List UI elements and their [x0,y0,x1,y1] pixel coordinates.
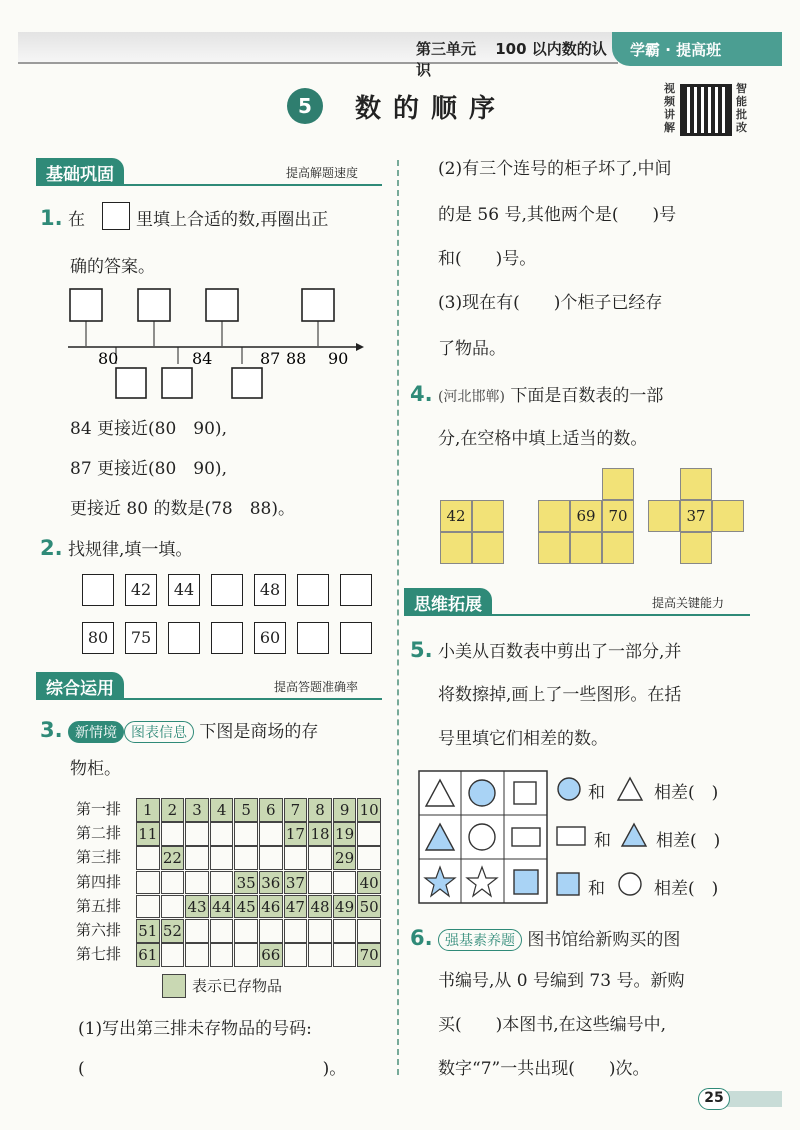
q2-number: 2. [40,536,63,560]
locker-cell[interactable] [259,846,283,870]
answer-box-bottom-1[interactable] [116,368,146,398]
hundred-chart-cell[interactable] [602,532,634,564]
sequence-box[interactable] [297,574,329,606]
locker-cell[interactable] [234,919,258,943]
q3-tag-new: 新情境 [68,721,124,743]
hundred-chart-cell[interactable] [472,500,504,532]
sequence-box: 80 [82,622,114,654]
q1-compare-87: 87 更接近(80 90), [70,459,227,479]
legend-swatch [162,974,186,998]
q5-diff-2[interactable]: 相差( ) [656,831,721,851]
hundred-chart-cell[interactable] [538,532,570,564]
locker-cell: 17 [284,822,308,846]
locker-cell: 10 [357,798,381,822]
locker-cell: 44 [210,895,234,919]
locker-cell[interactable] [284,846,308,870]
hundred-chart-cell[interactable] [602,468,634,500]
locker-row-label: 第二排 [76,824,122,843]
locker-cell[interactable] [136,895,160,919]
hundred-chart-cell[interactable] [680,468,712,500]
page-header [0,32,800,79]
answer-box-bottom-3[interactable] [232,368,262,398]
section-line [404,614,750,616]
q3-sub1-answer[interactable]: ( )。 [78,1059,347,1079]
locker-cell: 61 [136,943,160,967]
q6-number: 6. [410,926,433,950]
locker-cell[interactable] [234,846,258,870]
tick-label: 90 [328,349,349,368]
q6-text-a: 图书馆给新购买的图 [527,930,681,950]
q4-text-a: 下面是百数表的一部 [510,386,664,406]
locker-row-label: 第三排 [76,848,122,867]
sequence-box[interactable] [297,622,329,654]
circle-icon [469,780,495,806]
locker-row-label: 第六排 [76,921,122,939]
q6-line1 [410,926,680,951]
square-icon [514,870,538,894]
rectangle-icon [512,828,540,846]
q2-text: 找规律,填一填。 [68,540,193,560]
sequence-box[interactable] [168,622,200,654]
column-divider [397,160,399,1075]
hundred-chart-cell: 69 [570,500,602,532]
locker-cell: 48 [308,895,332,919]
locker-cell: 45 [234,895,258,919]
q3-sub1: (1)写出第三排未存物品的号码: [78,1019,312,1039]
q5-and: 和 [588,783,605,803]
q1-number: 1. [40,206,63,230]
locker-cell[interactable] [161,871,185,895]
q3-tag-chart: 图表信息 [124,721,194,743]
hundred-chart-cell[interactable] [440,532,472,564]
locker-cell: 46 [259,895,283,919]
locker-cell[interactable] [308,943,332,967]
locker-cell[interactable] [284,919,308,943]
q4-text-b: 分,在空格中填上适当的数。 [438,429,648,449]
locker-cell[interactable] [308,846,332,870]
q2-line [40,536,192,561]
hundred-chart-cell[interactable] [712,500,744,532]
q3-line1 [40,718,318,743]
sequence-box[interactable] [340,622,372,654]
q5-text-b: 将数擦掉,画上了一些图形。在括 [438,685,682,705]
locker-cell[interactable] [357,919,381,943]
q4-region: (河北邯郸) [438,389,505,405]
sequence-box[interactable] [211,622,243,654]
locker-cell[interactable] [308,919,332,943]
locker-cell: 36 [259,871,283,895]
locker-cell[interactable] [185,943,209,967]
hundred-chart-cell[interactable] [538,500,570,532]
qr-right-label: 智能批改 [736,82,747,134]
hundred-chart-cell[interactable] [570,532,602,564]
locker-cell: 7 [284,798,308,822]
legend-label: 表示已存物品 [192,977,283,995]
unit-title [416,38,618,80]
q1-line1 [40,206,85,231]
q6-text-b: 书编号,从 0 号编到 73 号。新购 [438,971,685,991]
section-hint-think: 提高关键能力 [652,596,725,610]
locker-cell[interactable] [210,822,234,846]
locker-cell: 9 [333,798,357,822]
locker-cell: 19 [333,822,357,846]
q3-sub3-a[interactable]: (3)现在有( )个柜子已经存 [438,293,663,313]
locker-cell[interactable] [333,871,357,895]
answer-box-bottom-2[interactable] [162,368,192,398]
locker-cell: 50 [357,895,381,919]
tick-label: 84 [192,349,213,368]
locker-cell: 29 [333,846,357,870]
sequence-box: 44 [168,574,200,606]
locker-cell[interactable] [161,822,185,846]
locker-cell[interactable] [259,822,283,846]
q6-text-c[interactable]: 买( )本图书,在这些编号中, [438,1015,667,1035]
qr-left-label: 视频讲解 [664,82,675,134]
answer-box-top-2[interactable] [138,289,170,321]
triangle-icon [620,822,648,848]
q6-tag: 强基素养题 [438,929,522,951]
q3-sub2-c[interactable]: 和( )号。 [438,249,537,269]
q3-text-a: 下图是商场的存 [199,722,319,742]
hundred-chart-cell[interactable] [472,532,504,564]
locker-cell: 35 [234,871,258,895]
lesson-title: 数的顺序 [355,94,508,124]
square-icon [556,872,580,896]
answer-box-top-3[interactable] [206,289,238,321]
q5-text-c: 号里填它们相差的数。 [438,729,608,749]
q5-and: 和 [588,879,605,899]
q5-diff-1[interactable]: 相差( ) [654,783,719,803]
q1-text-a: 在 [68,210,85,230]
locker-cell[interactable] [185,919,209,943]
locker-row-label: 第五排 [76,896,122,915]
unit-label: 第三单元 [416,40,477,58]
locker-cell[interactable] [234,943,258,967]
triangle-icon [616,776,644,802]
locker-cell[interactable] [259,919,283,943]
sequence-box: 48 [254,574,286,606]
locker-cell[interactable] [136,846,160,870]
q6-text-d[interactable]: 数字“7”一共出现( )次。 [438,1059,650,1079]
q3-sub3-b: 了物品。 [438,339,506,359]
locker-cell[interactable] [210,871,234,895]
square-icon [514,782,536,804]
locker-cell: 37 [284,871,308,895]
locker-cell: 52 [161,919,185,943]
locker-cell: 70 [357,943,381,967]
page-number: 25 [698,1088,730,1110]
sequence-box[interactable] [211,574,243,606]
locker-cell[interactable] [210,943,234,967]
lesson-number: 5 [287,88,323,124]
locker-cell[interactable] [161,895,185,919]
circle-icon [556,776,582,802]
header-bar [18,32,618,79]
locker-cell: 11 [136,822,160,846]
locker-row-label: 第一排 [76,800,122,818]
locker-row-label: 第四排 [76,872,122,891]
q1-text-c: 确的答案。 [70,257,155,277]
q5-line1 [410,638,681,663]
locker-cell: 6 [259,798,283,822]
answer-box-top-1[interactable] [70,289,102,321]
locker-cell: 51 [136,919,160,943]
q1-compare-closest: 更接近 80 的数是(78 88)。 [70,499,295,519]
locker-cell: 5 [234,798,258,822]
locker-cell[interactable] [161,943,185,967]
locker-cell[interactable] [333,919,357,943]
section-tag-think: 思维拓展 [404,588,492,614]
q5-and: 和 [594,831,611,851]
locker-cell[interactable] [185,822,209,846]
sequence-box: 60 [254,622,286,654]
locker-cell: 1 [136,798,160,822]
hundred-chart-cell: 42 [440,500,472,532]
locker-cell[interactable] [185,871,209,895]
sequence-box[interactable] [82,574,114,606]
q5-number: 5. [410,638,433,662]
locker-cell: 43 [185,895,209,919]
locker-cell[interactable] [333,943,357,967]
locker-row-label: 第七排 [76,945,122,964]
locker-cell: 3 [185,798,209,822]
circle-icon [616,870,644,898]
brand-label: 学霸 · 提高班 [612,32,782,66]
q3-sub2-a: (2)有三个连号的柜子坏了,中间 [438,159,672,179]
locker-cell: 8 [308,798,332,822]
section-tag-basic: 基础巩固 [36,158,124,184]
locker-cell[interactable] [357,822,381,846]
shape-grid [418,770,548,904]
locker-cell: 66 [259,943,283,967]
q3-number: 3. [40,718,63,742]
sequence-box: 42 [125,574,157,606]
locker-cell: 4 [210,798,234,822]
section-line [36,698,382,700]
locker-cell[interactable] [357,846,381,870]
tick-label: 87 [260,349,281,368]
hundred-chart-cell[interactable] [648,500,680,532]
section-hint-basic: 提高解题速度 [286,166,359,180]
locker-cell[interactable] [234,822,258,846]
locker-cell: 47 [284,895,308,919]
section-line [36,184,382,186]
locker-cell: 18 [308,822,332,846]
locker-cell[interactable] [284,943,308,967]
q5-text-a: 小美从百数表中剪出了一部分,并 [438,642,682,662]
q1-text-b: 里填上合适的数,再圈出正 [136,210,329,230]
locker-cell[interactable] [185,846,209,870]
locker-cell[interactable] [136,871,160,895]
q4-line1 [410,382,663,408]
q3-sub2-b[interactable]: 的是 56 号,其他两个是( )号 [438,205,677,225]
locker-cell[interactable] [210,919,234,943]
hundred-chart-cell[interactable] [680,532,712,564]
hundred-chart-cell: 37 [680,500,712,532]
hundred-chart-cell: 70 [602,500,634,532]
locker-cell[interactable] [210,846,234,870]
locker-cell: 22 [161,846,185,870]
qr-code-icon[interactable] [680,84,732,136]
locker-cell[interactable] [308,871,332,895]
q4-number: 4. [410,382,433,406]
q3-text-b: 物柜。 [70,759,121,779]
tick-label: 88 [286,349,307,368]
circle-icon [469,824,495,850]
q1-inline-box [102,202,130,230]
tick-label: 80 [98,349,119,368]
locker-cell: 40 [357,871,381,895]
q1-compare-84: 84 更接近(80 90), [70,419,227,439]
number-line [60,284,370,404]
sequence-box[interactable] [340,574,372,606]
locker-cell: 2 [161,798,185,822]
sequence-box: 75 [125,622,157,654]
section-hint-apply: 提高答题准确率 [274,680,359,694]
unit-topic: 100 以内数的认识 [416,40,607,79]
section-tag-apply: 综合运用 [36,672,124,698]
locker-cell: 49 [333,895,357,919]
q5-diff-3[interactable]: 相差( ) [654,879,719,899]
answer-box-top-4[interactable] [302,289,334,321]
rectangle-icon [556,826,586,846]
